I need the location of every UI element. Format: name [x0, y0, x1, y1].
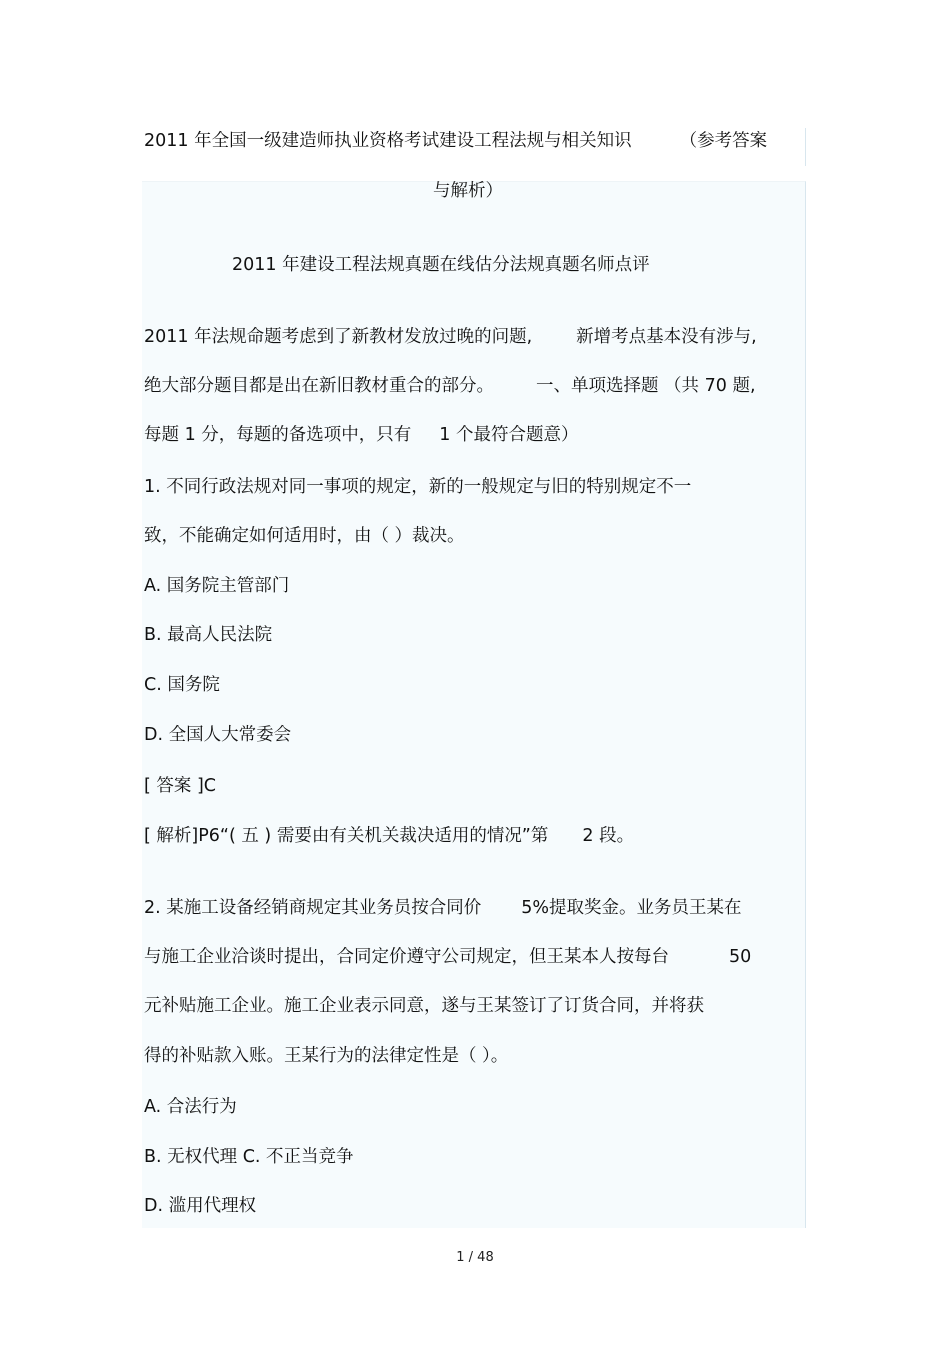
- q1-stem-line1: 1. 不同行政法规对同一事项的规定，新的一般规定与旧的特别规定不一: [144, 477, 692, 497]
- q2-text: 50: [729, 947, 752, 967]
- q2-stem-line2: [144, 946, 751, 968]
- q1-stem-line2: 致，不能确定如何适用时，由（ ）裁决。: [144, 526, 465, 546]
- title-text-main: 2011 年全国一级建造师执业资格考试建设工程法规与相关知识: [144, 131, 632, 151]
- q2-option-bc: B. 无权代理 C. 不正当竞争: [144, 1147, 354, 1167]
- document-title-line2: 与解析）: [433, 181, 503, 201]
- document-title-line1: [144, 130, 767, 152]
- q2-option-a: A. 合法行为: [144, 1097, 237, 1117]
- q2-stem-line1: [144, 897, 742, 919]
- intro-line-3: [144, 424, 578, 446]
- intro-line-1: [144, 326, 757, 348]
- q2-text: 与施工企业洽谈时提出，合同定价遵守公司规定，但王某本人按每台: [144, 947, 669, 967]
- q2-stem-line3: 元补贴施工企业。施工企业表示同意，遂与王某签订了订货合同，并将获: [144, 996, 704, 1016]
- q2-option-d: D. 滥用代理权: [144, 1196, 257, 1216]
- title-text-paren: （参考答案: [679, 131, 768, 151]
- q1-option-a: A. 国务院主管部门: [144, 576, 290, 596]
- intro-text: 绝大部分题目都是出在新旧教材重合的部分。: [144, 376, 494, 396]
- q1-option-d: D. 全国人大常委会: [144, 725, 292, 745]
- page-number: 1 / 48: [456, 1250, 494, 1265]
- q2-stem-line4: 得的补贴款入账。王某行为的法律定性是（ ）。: [144, 1046, 509, 1066]
- q2-text: 2. 某施工设备经销商规定其业务员按合同价: [144, 898, 482, 918]
- intro-text: 新增考点基本没有涉与,: [576, 327, 757, 347]
- intro-text: 1 个最符合题意）: [439, 425, 579, 445]
- q1-option-b: B. 最高人民法院: [144, 625, 273, 645]
- intro-line-2: [144, 375, 756, 397]
- q2-text: 5%提取奖金。业务员王某在: [521, 898, 742, 918]
- q1-analysis: [144, 825, 634, 847]
- intro-text: 2011 年法规命题考虑到了新教材发放过晚的问题,: [144, 327, 533, 347]
- intro-text: 一、单项选择题 （共 70 题,: [536, 376, 756, 396]
- q1-answer: [ 答案 ]C: [144, 776, 216, 796]
- analysis-text: [ 解析]P6“( 五 ) 需要由有关机关裁决适用的情况”第: [144, 826, 549, 846]
- analysis-text: 2 段。: [582, 826, 635, 846]
- intro-text: 每题 1 分，每题的备选项中，只有: [144, 425, 412, 445]
- q1-option-c: C. 国务院: [144, 675, 220, 695]
- document-subtitle: 2011 年建设工程法规真题在线估分法规真题名师点评: [232, 255, 650, 275]
